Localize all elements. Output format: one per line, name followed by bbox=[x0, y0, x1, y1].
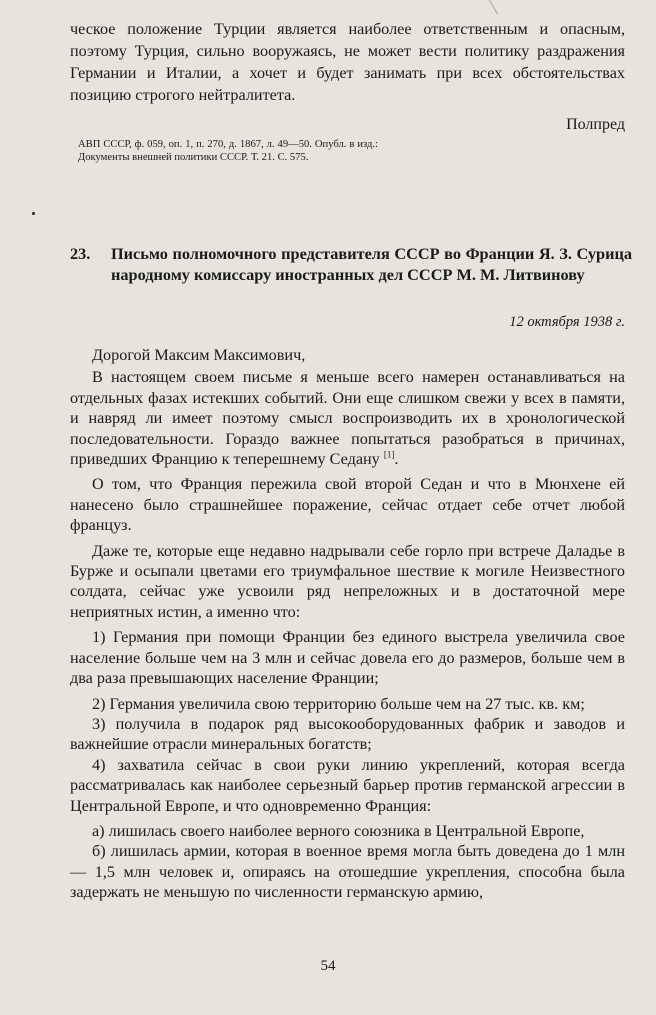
letter-body bbox=[70, 345, 625, 903]
list-item-2: 2) Германия увеличила свою территорию больше чем на 27 тыс. кв. км; bbox=[92, 694, 585, 713]
document-heading bbox=[70, 243, 632, 285]
document-title: Письмо полномочного представителя СССР во Франции Я. З. Сурица народному комиссару иностранных дел СССР М. М. Литвинову bbox=[111, 244, 632, 284]
greeting: Дорогой Максим Максимович, bbox=[92, 346, 306, 364]
paragraph-1-end: . bbox=[394, 450, 399, 469]
list-item-b: б) лишилась армии, которая в военное время могла быть доведена до 1 млн — 1,5 млн человек и, опираясь на отошедшие укрепления, способна была задержать не меньшую по численности германскую армию, bbox=[70, 842, 625, 902]
continued-text bbox=[70, 18, 625, 106]
paragraph-1-text: В настоящем своем письме я меньше всего намерен останавливаться на отдельных фазах истекших событий. Они еще слишком свежи у всех в памяти, и навряд ли имеет поэтому смысл воспроизводить их в хронологической последовательности. Гораздо важнее попытаться разобраться в причинах, приведших Францию к теперешнему Седану bbox=[70, 368, 625, 469]
paragraph-2: О том, что Франция пережила свой второй Седан и что в Мюнхене ей нанесено было страшнейшее поражение, сейчас отдает себе отчет любой француз. bbox=[70, 475, 625, 535]
archive-reference: АВП СССР, ф. 059, оп. 1, п. 270, д. 1867, л. 49—50. Опубл. в изд.: Документы внешней политики СССР. Т. 21. С. 575. bbox=[78, 139, 378, 164]
document-date: 12 октября 1938 г. bbox=[509, 314, 625, 330]
scan-mark bbox=[471, 0, 498, 14]
page-number: 54 bbox=[320, 958, 336, 974]
list-item-3: 3) получила в подарок ряд высокооборудованных фабрик и заводов и важнейшие отрасли минеральных богатств; bbox=[70, 714, 625, 754]
scan-speck bbox=[32, 212, 35, 215]
list-item-4: 4) захватила сейчас в свои руки линию укреплений, которая всегда рассматривалась как наиболее серьезный барьер против германской агрессии в Центральной Европе, и что одновременно Франция: bbox=[70, 755, 625, 815]
paragraph-3: Даже те, которые еще недавно надрывали себе горло при встрече Даладье в Бурже и осыпали цветами его триумфальное шествие к могиле Неизвестного солдата, сейчас уже усвоили ряд непреложных и в достаточной мере неприятных истин, а именно что: bbox=[70, 541, 625, 621]
list-item-1: 1) Германия при помощи Франции без единого выстрела увеличила свое население больше чем на 3 млн и сейчас довела его до размеров, больше чем в два раза превышающих население Франции; bbox=[70, 628, 625, 688]
document-number: 23. bbox=[70, 244, 91, 263]
footnote-ref: [1] bbox=[383, 449, 395, 460]
list-item-a: а) лишилась своего наиболее верного союзника в Центральной Европе, bbox=[92, 821, 585, 840]
intro-paragraph: ческое положение Турции является наиболее ответственным и опасным, поэтому Турция, сильно вооружаясь, не может вести политику раздражения Германии и Италии, а хочет и будет занимать при всех обстоятельствах позицию строгого нейтралитета. bbox=[70, 20, 625, 104]
paragraph-1 bbox=[70, 367, 625, 469]
signature: Полпред bbox=[566, 116, 625, 133]
